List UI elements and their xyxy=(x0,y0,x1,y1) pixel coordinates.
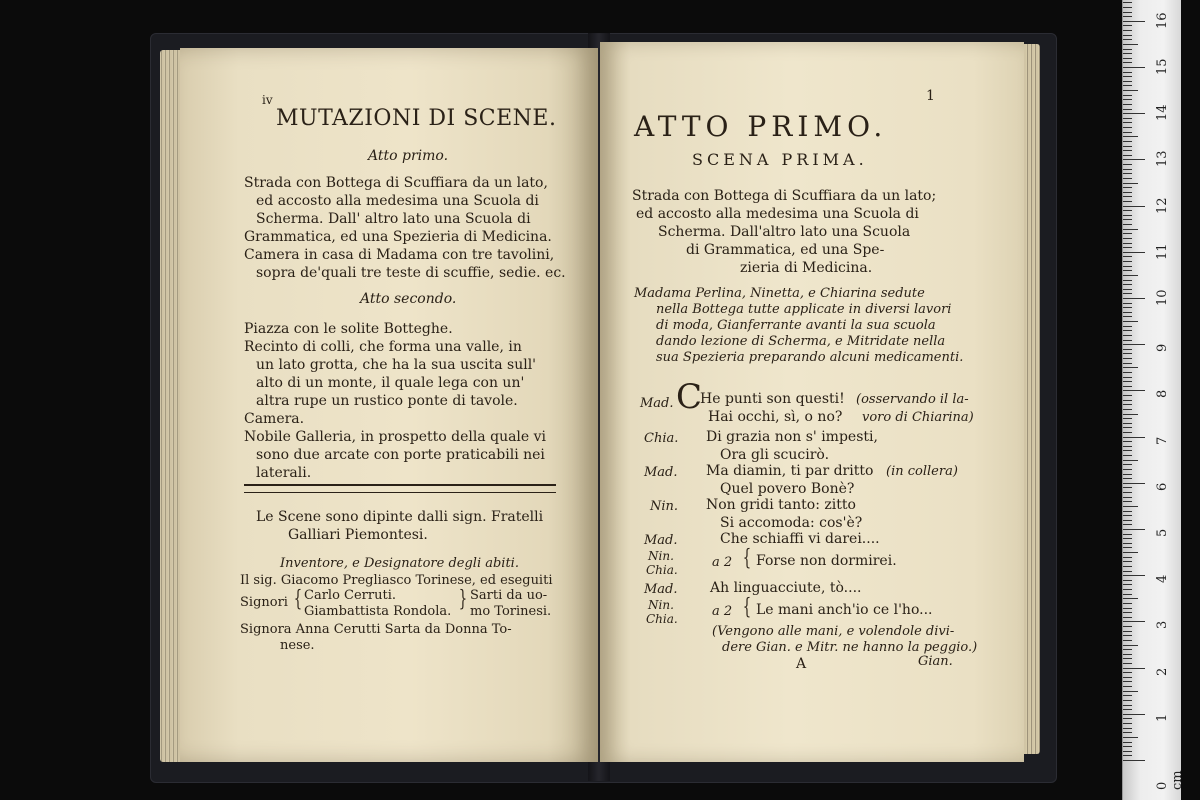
ruler-tick xyxy=(1123,30,1132,31)
ruler-tick xyxy=(1123,104,1132,105)
ruler-tick xyxy=(1123,53,1132,54)
ruler-tick xyxy=(1123,455,1132,456)
ruler-tick xyxy=(1123,677,1132,678)
ruler-tick xyxy=(1123,668,1145,669)
ruler-tick xyxy=(1123,21,1145,22)
act-one-line: ed accosto alla medesima una Scuola di xyxy=(256,193,539,209)
act-one-line: sopra de'quali tre teste di scuffie, sedie. ec. xyxy=(256,265,566,281)
ruler-number: 4 xyxy=(1155,574,1170,584)
speaker-label: Chia. xyxy=(644,431,679,446)
aside-direction: (in collera) xyxy=(886,464,958,479)
ruler-tick xyxy=(1123,243,1132,244)
aside-direction: voro di Chiarina) xyxy=(862,410,974,425)
ruler-tick xyxy=(1123,589,1132,590)
left-brace: { xyxy=(293,587,303,612)
ruler-number: 15 xyxy=(1155,58,1170,75)
ruler-tick xyxy=(1123,686,1132,687)
ruler-tick xyxy=(1123,515,1132,516)
ruler-number: 7 xyxy=(1155,436,1170,445)
setting-line: Strada con Bottega di Scuffiara da un lato; xyxy=(632,188,937,204)
ruler-tick xyxy=(1123,270,1132,271)
ruler-tick xyxy=(1123,344,1145,345)
costume-heading: Inventore, e Designatore degli abiti. xyxy=(280,556,519,571)
ruler-tick xyxy=(1123,534,1132,535)
ruler-tick xyxy=(1123,196,1132,197)
ruler-tick xyxy=(1123,113,1145,114)
dialogue-line: Ma diamin, ti par dritto xyxy=(706,463,874,479)
ruler-tick xyxy=(1123,742,1132,743)
ruler-tick xyxy=(1123,709,1132,710)
ruler-tick xyxy=(1123,298,1145,299)
ruler-tick xyxy=(1123,547,1132,548)
ruler-tick xyxy=(1123,247,1132,248)
ruler-label: 0 cm xyxy=(1155,770,1185,790)
ruler-tick xyxy=(1123,501,1132,502)
ruler-tick xyxy=(1123,99,1132,100)
ruler-tick xyxy=(1123,723,1132,724)
ruler-tick xyxy=(1123,266,1132,267)
tailors-note: mo Torinesi. xyxy=(470,604,552,619)
ruler-tick xyxy=(1123,580,1132,581)
ruler-tick xyxy=(1123,340,1132,341)
ruler-tick xyxy=(1123,640,1132,641)
dialogue-line: Forse non dormirei. xyxy=(756,553,897,569)
ruler-number: 1 xyxy=(1155,713,1170,722)
ruler-tick xyxy=(1123,109,1132,110)
ruler-tick xyxy=(1123,487,1132,488)
ruler-tick xyxy=(1123,584,1132,585)
ruler-number: 12 xyxy=(1155,197,1170,214)
ruler-tick xyxy=(1123,760,1145,761)
ruler-tick xyxy=(1123,136,1138,137)
ruler-tick xyxy=(1123,164,1132,165)
signora-line: Signora Anna Cerutti Sarta da Donna To- xyxy=(240,622,512,637)
ruler-tick xyxy=(1123,414,1138,415)
dialogue-line: Le mani anch'io ce l'ho... xyxy=(756,602,933,618)
speaker-label: Mad. xyxy=(644,582,678,597)
ruler-tick xyxy=(1123,58,1132,59)
ruler-tick xyxy=(1123,335,1132,336)
ruler-tick xyxy=(1123,229,1138,230)
act-two-heading: Atto secondo. xyxy=(360,291,457,307)
ruler-tick xyxy=(1123,755,1132,756)
ruler-tick xyxy=(1123,2,1132,3)
ruler-tick xyxy=(1123,566,1132,567)
speaker-label: Chia. xyxy=(646,563,678,577)
ruler-tick xyxy=(1123,506,1138,507)
ruler-tick xyxy=(1123,575,1145,576)
ruler-tick xyxy=(1123,224,1132,225)
catchword: Gian. xyxy=(918,654,953,669)
dialogue-line: Di grazia non s' impesti, xyxy=(706,429,878,445)
ruler-tick xyxy=(1123,81,1132,82)
ruler-tick xyxy=(1123,210,1132,211)
speaker-label: Mad. xyxy=(644,465,678,480)
stage-direction-line: Madama Perlina, Ninetta, e Chiarina sedute xyxy=(634,286,925,301)
tailor-name: Giambattista Rondola. xyxy=(304,604,452,619)
ruler-tick xyxy=(1123,25,1132,26)
final-direction: (Vengono alle mani, e volendole divi- xyxy=(712,624,955,639)
ruler-tick xyxy=(1123,631,1132,632)
ruler-tick xyxy=(1123,67,1145,68)
ruler-tick xyxy=(1123,386,1132,387)
a2-label: a 2 xyxy=(712,555,733,570)
ruler-tick xyxy=(1123,617,1132,618)
ruler-tick xyxy=(1123,173,1132,174)
drop-cap: C xyxy=(676,377,703,417)
ruler-tick xyxy=(1123,497,1132,498)
signora-line: nese. xyxy=(280,638,315,653)
right-page xyxy=(600,42,1024,762)
ruler-tick xyxy=(1123,658,1132,659)
ruler-tick xyxy=(1123,543,1132,544)
ruler-tick xyxy=(1123,529,1145,530)
ruler-tick xyxy=(1123,233,1132,234)
ruler-tick xyxy=(1123,44,1138,45)
left-page xyxy=(180,48,598,762)
speaker-label: Mad. xyxy=(640,396,674,411)
ruler-tick xyxy=(1123,464,1132,465)
act-two-line: Piazza con le solite Botteghe. xyxy=(244,321,453,337)
scenes-credit-line: Galliari Piemontesi. xyxy=(288,527,428,543)
ruler-tick xyxy=(1123,252,1145,253)
ruler-tick xyxy=(1123,349,1132,350)
ruler-tick xyxy=(1123,492,1132,493)
ruler-tick xyxy=(1123,192,1132,193)
ruler-tick xyxy=(1123,39,1132,40)
ruler-tick xyxy=(1123,363,1132,364)
ruler-tick xyxy=(1123,358,1132,359)
stage-direction-line: di moda, Gianferrante avanti la sua scuola xyxy=(656,318,936,333)
ruler-tick xyxy=(1123,400,1132,401)
ruler-tick xyxy=(1123,201,1132,202)
ruler-tick xyxy=(1123,520,1132,521)
ruler-tick xyxy=(1123,141,1132,142)
ruler-number: 3 xyxy=(1155,621,1170,630)
ruler-tick xyxy=(1123,691,1138,692)
ruler-tick xyxy=(1123,524,1132,525)
ruler-tick xyxy=(1123,626,1132,627)
ruler-tick xyxy=(1123,238,1132,239)
ruler-number: 9 xyxy=(1155,343,1170,353)
dialogue-line: Che schiaffi vi darei.... xyxy=(720,531,880,547)
stage-direction-line: nella Bottega tutte applicate in diversi lavori xyxy=(656,302,952,317)
ruler-tick xyxy=(1123,612,1132,613)
dialogue-line: Si accomoda: cos'è? xyxy=(720,515,863,531)
page-number-1: 1 xyxy=(926,88,935,104)
ruler-tick xyxy=(1123,353,1132,354)
ruler-tick xyxy=(1123,594,1132,595)
setting-line: ed accosto alla medesima una Scuola di xyxy=(636,206,919,222)
ruler-tick xyxy=(1123,312,1132,313)
ruler-tick xyxy=(1123,326,1132,327)
ruler-tick xyxy=(1123,663,1132,664)
ruler-number: 6 xyxy=(1155,482,1170,491)
ruler-tick xyxy=(1123,307,1132,308)
right-brace: } xyxy=(458,587,468,612)
ruler-tick xyxy=(1123,49,1132,50)
ruler-number: 11 xyxy=(1155,243,1170,260)
ruler-tick xyxy=(1123,72,1132,73)
act-one-line: Grammatica, ed una Spezieria di Medicina. xyxy=(244,229,552,245)
dialogue-line: Hai occhi, sì, o no? xyxy=(708,409,843,425)
ruler-tick xyxy=(1123,552,1138,553)
ruler-tick xyxy=(1123,289,1132,290)
scenes-credit-line: Le Scene sono dipinte dalli sign. Fratelli xyxy=(256,509,544,525)
ruler-tick xyxy=(1123,159,1145,160)
act-two-line: altra rupe un rustico ponte di tavole. xyxy=(256,393,518,409)
ruler-tick xyxy=(1123,35,1132,36)
ruler-tick xyxy=(1123,372,1132,373)
ruler-tick xyxy=(1123,146,1132,147)
ruler-tick xyxy=(1123,169,1132,170)
ruler-tick xyxy=(1123,598,1138,599)
ruler-tick xyxy=(1123,215,1132,216)
ruler-tick xyxy=(1123,538,1132,539)
ruler-tick xyxy=(1123,16,1132,17)
ruler-tick xyxy=(1123,695,1132,696)
ruler-tick xyxy=(1123,446,1132,447)
page-number-iv: iv xyxy=(262,93,273,107)
act-one-line: Camera in casa di Madama con tre tavolini, xyxy=(244,247,555,263)
ruler-tick xyxy=(1123,732,1132,733)
ruler-tick xyxy=(1123,316,1132,317)
ruler-tick xyxy=(1123,132,1132,133)
act-two-line: alto di un monte, il quale lega con un' xyxy=(256,375,525,391)
page-title: MUTAZIONI DI SCENE. xyxy=(276,106,557,131)
ruler-tick xyxy=(1123,561,1132,562)
ruler-tick xyxy=(1123,150,1132,151)
setting-line: di Grammatica, ed una Spe- xyxy=(686,242,885,258)
ruler-tick xyxy=(1123,649,1132,650)
ruler-tick xyxy=(1123,76,1132,77)
final-direction: dere Gian. e Mitr. ne hanno la peggio.) xyxy=(722,640,978,655)
a2-label: a 2 xyxy=(712,604,733,619)
speaker-label: Nin. xyxy=(650,499,679,514)
ruler-tick xyxy=(1123,284,1132,285)
dialogue-line: He punti son questi! xyxy=(700,391,845,407)
ruler-tick xyxy=(1123,256,1132,257)
ruler-tick xyxy=(1123,395,1132,396)
dialogue-line: Ah linguacciute, tò.... xyxy=(710,580,862,596)
ruler-tick xyxy=(1123,557,1132,558)
ruler-tick xyxy=(1123,621,1145,622)
act-two-line: Nobile Galleria, in prospetto della quale vi xyxy=(244,429,547,445)
ruler-tick xyxy=(1123,511,1132,512)
ruler-tick xyxy=(1123,390,1145,391)
ruler-tick xyxy=(1123,483,1145,484)
ruler-tick xyxy=(1123,261,1132,262)
ruler-number: 14 xyxy=(1155,104,1170,122)
a2-brace: { xyxy=(742,595,752,620)
ruler-tick xyxy=(1123,718,1132,719)
ruler-tick xyxy=(1123,7,1132,8)
scene-title: SCENA PRIMA. xyxy=(692,150,868,169)
ruler-tick xyxy=(1123,423,1132,424)
ruler-tick xyxy=(1123,275,1138,276)
ruler-number: 2 xyxy=(1155,667,1170,676)
ruler-tick xyxy=(1123,178,1132,179)
ruler-tick xyxy=(1123,728,1132,729)
dialogue-line: Non gridi tanto: zitto xyxy=(706,497,856,513)
ruler-number: 16 xyxy=(1155,12,1170,29)
ruler-tick xyxy=(1123,681,1132,682)
ruler-tick xyxy=(1123,441,1132,442)
ruler-tick xyxy=(1123,672,1132,673)
ruler-tick xyxy=(1123,571,1132,572)
a2-brace: { xyxy=(742,546,752,571)
ruler-tick xyxy=(1123,62,1132,63)
ruler-tick xyxy=(1123,608,1132,609)
ruler-tick xyxy=(1123,118,1132,119)
act-two-line: Camera. xyxy=(244,411,305,427)
dialogue-line: Ora gli scucirò. xyxy=(720,447,830,463)
ruler-tick xyxy=(1123,95,1132,96)
ruler-tick xyxy=(1123,654,1132,655)
ruler-tick xyxy=(1123,127,1132,128)
ruler-tick xyxy=(1123,293,1132,294)
ruler-tick xyxy=(1123,219,1132,220)
ruler-tick xyxy=(1123,450,1132,451)
act-one-heading: Atto primo. xyxy=(368,148,449,164)
tailors-note: Sarti da uo- xyxy=(470,588,548,603)
ruler-tick xyxy=(1123,746,1132,747)
setting-line: zieria di Medicina. xyxy=(740,260,873,276)
ruler-tick xyxy=(1123,432,1132,433)
ruler-tick xyxy=(1123,321,1138,322)
ruler-tick xyxy=(1123,183,1138,184)
ruler-tick xyxy=(1123,303,1132,304)
costume-designer: Il sig. Giacomo Pregliasco Torinese, ed eseguiti xyxy=(240,573,553,588)
divider-rule xyxy=(244,484,556,493)
speaker-label: Mad. xyxy=(644,533,678,548)
stage-direction-line: dando lezione di Scherma, e Mitridate nella xyxy=(656,334,946,349)
act-two-line: sono due arcate con porte praticabili nei xyxy=(256,447,545,463)
ruler-tick xyxy=(1123,474,1132,475)
act-two-line: un lato grotta, che ha la sua uscita sull' xyxy=(256,357,537,373)
speaker-label: Nin. xyxy=(648,549,674,563)
ruler-tick xyxy=(1123,381,1132,382)
signori-label: Signori xyxy=(240,595,288,610)
ruler-number: 13 xyxy=(1155,150,1170,168)
ruler-tick xyxy=(1123,367,1138,368)
ruler-tick xyxy=(1123,280,1132,281)
ruler-tick xyxy=(1123,85,1132,86)
signature-mark: A xyxy=(796,656,807,672)
ruler-tick xyxy=(1123,460,1138,461)
ruler-tick xyxy=(1123,377,1132,378)
ruler-tick xyxy=(1123,409,1132,410)
ruler-number: 5 xyxy=(1155,528,1170,537)
speaker-label: Chia. xyxy=(646,612,678,626)
ruler-tick xyxy=(1123,437,1145,438)
aside-direction: (osservando il la- xyxy=(856,392,969,407)
speaker-label: Nin. xyxy=(648,598,674,612)
ruler-tick xyxy=(1123,714,1145,715)
ruler-tick xyxy=(1123,404,1132,405)
ruler-tick xyxy=(1123,187,1132,188)
ruler-tick xyxy=(1123,737,1138,738)
ruler-tick xyxy=(1123,603,1132,604)
ruler-tick xyxy=(1123,90,1138,91)
measurement-ruler xyxy=(1122,0,1185,800)
tailor-name: Carlo Cerruti. xyxy=(304,588,396,603)
act-two-line: laterali. xyxy=(256,465,312,481)
ruler-tick xyxy=(1123,469,1132,470)
ruler-tick xyxy=(1123,330,1132,331)
ruler-tick xyxy=(1123,751,1132,752)
ruler-tick xyxy=(1123,635,1132,636)
ruler-tick xyxy=(1123,700,1132,701)
ruler-number: 10 xyxy=(1155,289,1170,306)
ruler-tick xyxy=(1123,155,1132,156)
ruler-tick xyxy=(1123,12,1132,13)
ruler-tick xyxy=(1123,418,1132,419)
act-two-line: Recinto di colli, che forma una valle, in xyxy=(244,339,522,355)
act-one-line: Strada con Bottega di Scuffiara da un lato, xyxy=(244,175,548,191)
ruler-tick xyxy=(1123,645,1138,646)
ruler-tick xyxy=(1123,122,1132,123)
ruler-number: 8 xyxy=(1155,390,1170,399)
stage-direction-line: sua Spezieria preparando alcuni medicamenti. xyxy=(656,350,964,365)
ruler-tick xyxy=(1123,427,1132,428)
act-title: ATTO PRIMO. xyxy=(634,110,888,143)
setting-line: Scherma. Dall'altro lato una Scuola xyxy=(658,224,911,240)
dialogue-line: Quel povero Bonè? xyxy=(720,481,855,497)
ruler-tick xyxy=(1123,478,1132,479)
ruler-tick xyxy=(1123,206,1145,207)
act-one-line: Scherma. Dall' altro lato una Scuola di xyxy=(256,211,531,227)
ruler-tick xyxy=(1123,705,1132,706)
